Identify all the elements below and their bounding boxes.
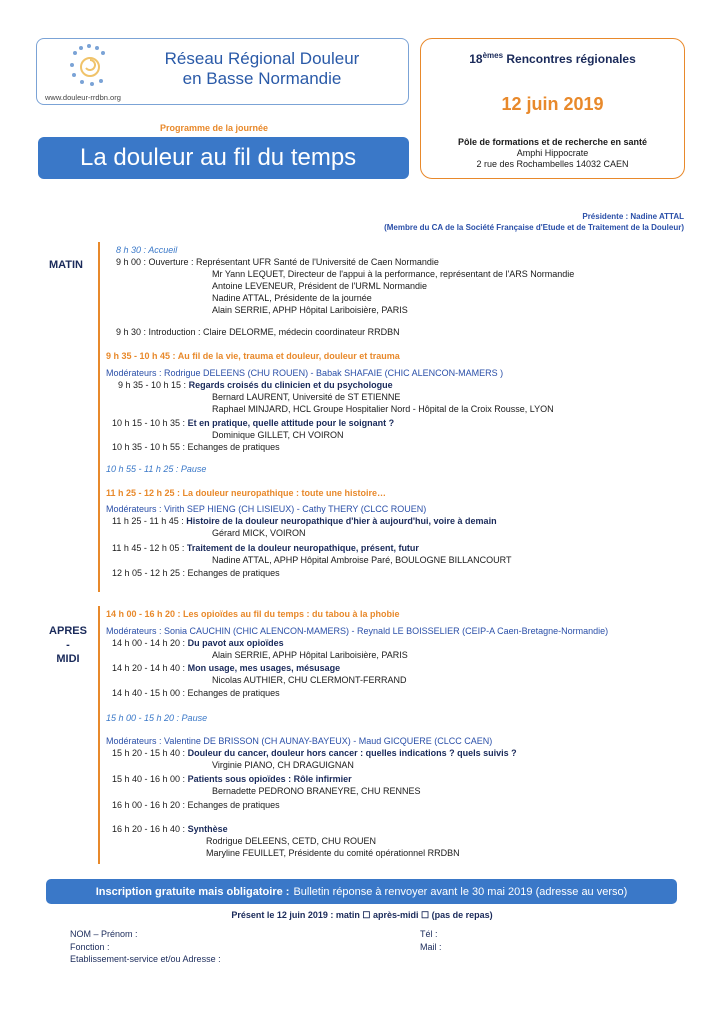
session4-talk2 (112, 774, 352, 785)
network-header-box (36, 38, 409, 105)
rencontres-suffix: èmes (482, 51, 504, 60)
session3-talk2-speaker1: Nicolas AUTHIER, CHU CLERMONT-FERRAND (212, 675, 407, 685)
rencontres-number: 18 (469, 52, 483, 66)
presidente-info (384, 211, 684, 233)
venue-line3: 2 rue des Rochambelles 14032 CAEN (476, 159, 629, 169)
rencontres-title (421, 51, 684, 66)
pause-morning: 10 h 55 - 11 h 25 : Pause (106, 464, 207, 474)
session2-exchanges: 12 h 05 - 12 h 25 : Echanges de pratiques (112, 568, 280, 578)
session4-talk2-speaker1: Bernadette PEDRONO BRANEYRE, CHU RENNES (212, 786, 421, 796)
talk-time: 11 h 25 - 11 h 45 : (112, 516, 184, 526)
talk-time: 15 h 20 - 15 h 40 : (112, 748, 186, 758)
accueil-item: 8 h 30 : Accueil (116, 245, 178, 255)
network-title-line2: en Basse Normandie (182, 69, 342, 88)
talk-title: Regards croisés du clinicien et du psychologue (188, 380, 393, 390)
session2-talk2-speaker1: Nadine ATTAL, APHP Hôpital Ambroise Paré, BOULOGNE BILLANCOURT (212, 555, 512, 565)
venue-address (421, 137, 684, 170)
period-apres-midi (38, 624, 98, 666)
ouverture-line2: Mr Yann LEQUET, Directeur de l'appui à la performance, représentant de l'ARS Normandie (212, 269, 575, 279)
session3-talk1-speaker1: Alain SERRIE, APHP Hôpital Lariboisière, PARIS (212, 650, 408, 660)
session1-talk1-speaker1: Bernard LAURENT, Université de ST ETIENNE (212, 392, 401, 402)
session1-moderators: Modérateurs : Rodrigue DELEENS (CHU ROUEN) - Babak SHAFAIE (CHIC ALENCON-MAMERS ) (106, 368, 504, 378)
session2-talk1 (112, 516, 497, 527)
inscription-text: Bulletin réponse à renvoyer avant le 30 mai 2019 (adresse au verso) (293, 885, 628, 898)
talk-time: 11 h 45 - 12 h 05 : (112, 543, 185, 553)
event-info-box (420, 38, 685, 179)
session3-moderators: Modérateurs : Sonia CAUCHIN (CHIC ALENCON-MAMERS) - Reynald LE BOISSELIER (CEIP-A Caen-Bretagne-Normandie) (106, 626, 609, 636)
session3-talk2 (112, 663, 340, 674)
introduction-item: 9 h 30 : Introduction : Claire DELORME, médecin coordinateur RRDBN (116, 327, 400, 337)
talk-title: Douleur du cancer, douleur hors cancer : quelles indications ? quels suivis ? (187, 748, 517, 758)
pause-afternoon: 15 h 00 - 15 h 20 : Pause (106, 713, 208, 723)
session4-talk1-speaker1: Virginie PIANO, CH DRAGUIGNAN (212, 760, 354, 770)
ouverture-line1: 9 h 00 : Ouverture : Représentant UFR Santé de l'Université de Caen Normandie (116, 257, 439, 267)
talk-time: 14 h 20 - 14 h 40 : (112, 663, 186, 673)
talk-time: 15 h 40 - 16 h 00 : (112, 774, 186, 784)
session1-talk1-speaker2: Raphael MINJARD, HCL Groupe Hospitalier Nord - Hôpital de la Croix Rousse, LYON (212, 404, 554, 414)
form-tel-label[interactable]: Tél : (420, 929, 438, 939)
website-link[interactable]: www.douleur-rrdbn.org (45, 93, 121, 102)
session4-moderators: Modérateurs : Valentine DE BRISSON (CH AUNAY-BAYEUX) - Maud GICQUERE (CLCC CAEN) (106, 736, 493, 746)
venue-line1: Pôle de formations et de recherche en santé (457, 137, 648, 147)
talk-title: Traitement de la douleur neuropathique, présent, futur (186, 543, 419, 553)
form-nom-label[interactable]: NOM – Prénom : (70, 929, 138, 939)
session4-synthese-speaker2: Maryline FEUILLET, Présidente du comité opérationnel RRDBN (206, 848, 460, 858)
session2-title: 11 h 25 - 12 h 25 : La douleur neuropathique : toute une histoire… (106, 488, 387, 498)
session4-talk1 (112, 748, 517, 759)
ouverture-line3: Antoine LEVENEUR, Président de l'URML Normandie (212, 281, 427, 291)
form-mail-label[interactable]: Mail : (420, 942, 442, 952)
session1-talk1 (118, 380, 393, 391)
session1-talk2 (112, 418, 394, 429)
period-apres-line2: - (66, 639, 70, 651)
session2-moderators: Modérateurs : Virith SEP HIENG (CH LISIEUX) - Cathy THERY (CLCC ROUEN) (106, 504, 427, 514)
ouverture-line5: Alain SERRIE, APHP Hôpital Lariboisière, PARIS (212, 305, 408, 315)
talk-title: Synthèse (187, 824, 228, 834)
talk-title: Mon usage, mes usages, mésusage (187, 663, 341, 673)
inscription-bold: Inscription gratuite mais obligatoire : (95, 885, 290, 898)
programme-label: Programme de la journée (160, 123, 269, 133)
period-apres-line1: APRES (49, 625, 87, 637)
venue-line2: Amphi Hippocrate (516, 148, 589, 158)
event-date: 12 juin 2019 (501, 94, 604, 114)
session4-synthese (112, 824, 228, 835)
ouverture-line4: Nadine ATTAL, Présidente de la journée (212, 293, 372, 303)
session2-talk2 (112, 543, 419, 554)
talk-time: 16 h 20 - 16 h 40 : (112, 824, 186, 834)
inscription-banner (46, 879, 677, 904)
form-fonction-label[interactable]: Fonction : (70, 942, 110, 952)
talk-time: 10 h 15 - 10 h 35 : (112, 418, 186, 428)
session4-synthese-speaker1: Rodrigue DELEENS, CETD, CHU ROUEN (206, 836, 377, 846)
talk-title: Et en pratique, quelle attitude pour le soignant ? (187, 418, 395, 428)
session3-title: 14 h 00 - 16 h 20 : Les opioïdes au fil du temps : du tabou à la phobie (106, 609, 400, 619)
talk-time: 14 h 00 - 14 h 20 : (112, 638, 186, 648)
session1-exchanges: 10 h 35 - 10 h 55 : Echanges de pratiques (112, 442, 280, 452)
talk-title: Du pavot aux opioïdes (187, 638, 284, 648)
session1-talk2-speaker1: Dominique GILLET, CH VOIRON (212, 430, 344, 440)
talk-title: Patients sous opioïdes : Rôle infirmier (187, 774, 352, 784)
session3-talk1 (112, 638, 284, 649)
session3-exchanges: 14 h 40 - 15 h 00 : Echanges de pratiques (112, 688, 280, 698)
session2-talk1-speaker1: Gérard MICK, VOIRON (212, 528, 306, 538)
main-title: La douleur au fil du temps (80, 144, 357, 171)
rencontres-label: Rencontres régionales (506, 52, 636, 66)
talk-title: Histoire de la douleur neuropathique d'hier à aujourd'hui, voire à demain (186, 516, 497, 526)
network-title (137, 49, 387, 89)
session4-exchanges: 16 h 00 - 16 h 20 : Echanges de pratiques (112, 800, 280, 810)
network-title-line1: Réseau Régional Douleur (164, 49, 360, 68)
session1-title: 9 h 35 - 10 h 45 : Au fil de la vie, trauma et douleur, douleur et trauma (106, 351, 400, 361)
period-apres-line3: MIDI (56, 653, 80, 665)
presidente-line1: Présidente : Nadine ATTAL (582, 212, 684, 221)
afternoon-timeline-line (98, 606, 100, 864)
form-etablissement-label[interactable]: Etablissement-service et/ou Adresse : (70, 954, 221, 964)
main-title-banner (38, 137, 409, 179)
period-matin: MATIN (48, 259, 83, 271)
attendance-line[interactable]: Présent le 12 juin 2019 : matin ☐ après-midi ☐ (pas de repas) (231, 910, 493, 920)
presidente-line2: (Membre du CA de la Société Française d'Etude et de Traitement de la Douleur) (384, 223, 684, 232)
talk-time: 9 h 35 - 10 h 15 : (118, 380, 187, 390)
morning-timeline-line (98, 242, 100, 592)
network-logo (67, 43, 113, 89)
